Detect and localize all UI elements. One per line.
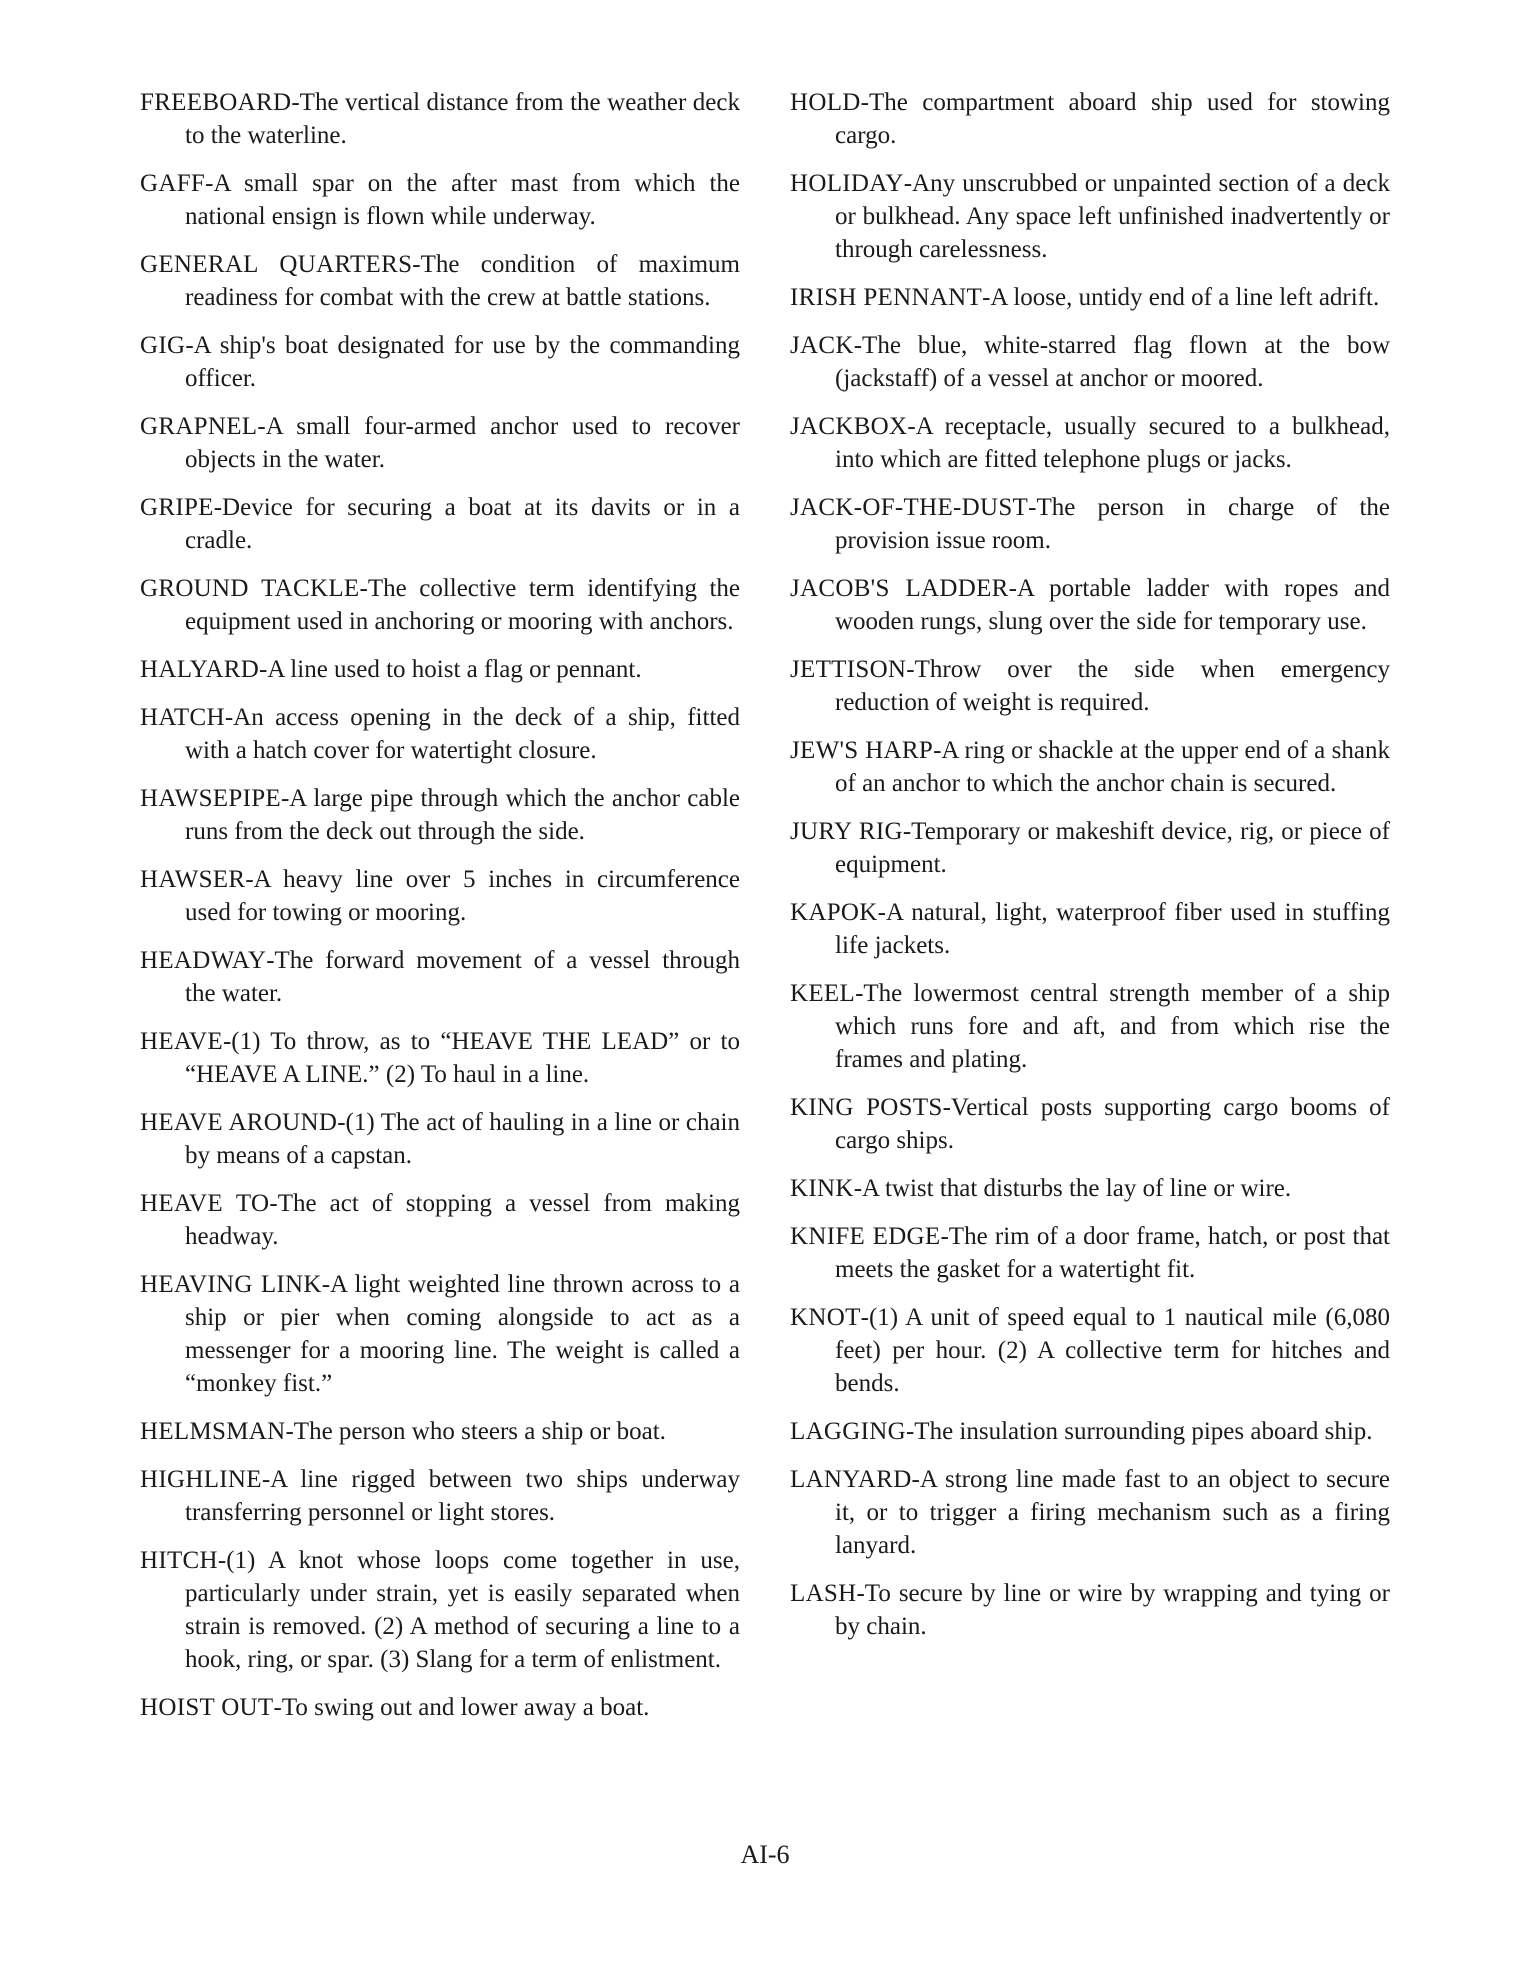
glossary-entry (140, 653, 740, 686)
glossary-entry (140, 1025, 740, 1091)
entry-term: HITCH (140, 1547, 218, 1574)
entry-term: HOLIDAY (790, 170, 904, 197)
glossary-entry (140, 572, 740, 638)
glossary-entry (140, 1544, 740, 1676)
entry-term: GENERAL QUARTERS (140, 251, 413, 278)
entry-definition: -A small four-armed anchor used to recover objects in the water. (185, 413, 740, 473)
glossary-entry (790, 329, 1390, 395)
entry-definition: -The collective term identifying the equipment used in anchoring or mooring with anchors. (185, 575, 740, 635)
entry-definition: -A twist that disturbs the lay of line or wire. (853, 1175, 1292, 1202)
glossary-entry (790, 167, 1390, 266)
glossary-entry (140, 1106, 740, 1172)
entry-term: HEAVING LINK (140, 1271, 322, 1298)
glossary-entry (790, 1172, 1390, 1205)
entry-definition: -An access opening in the deck of a ship, fitted with a hatch cover for watertight closure. (185, 704, 740, 764)
entry-term: HATCH (140, 704, 225, 731)
entry-term: HOLD (790, 89, 861, 116)
entry-definition: -A small spar on the after mast from which the national ensign is flown while underway. (185, 170, 740, 230)
entry-definition: -Vertical posts supporting cargo booms of cargo ships. (835, 1094, 1390, 1154)
glossary-entry (790, 653, 1390, 719)
entry-definition: -The rim of a door frame, hatch, or post that meets the gasket for a watertight fit. (835, 1223, 1390, 1283)
glossary-entry (140, 248, 740, 314)
entry-term: GROUND TACKLE (140, 575, 360, 602)
entry-definition: -(1) To throw, as to “HEAVE THE LEAD” or to “HEAVE A LINE.” (2) To haul in a line. (185, 1028, 740, 1088)
entry-term: HELMSMAN (140, 1418, 286, 1445)
glossary-entry (140, 1463, 740, 1529)
entry-term: IRISH PENNANT (790, 284, 983, 311)
entry-definition: -A large pipe through which the anchor cable runs from the deck out through the side. (185, 785, 740, 845)
entry-definition: -A ring or shackle at the upper end of a shank of an anchor to which the anchor chain is secured. (835, 737, 1390, 797)
entry-term: LAGGING (790, 1418, 906, 1445)
glossary-entry (140, 167, 740, 233)
glossary-entry (140, 1415, 740, 1448)
entry-term: KNIFE EDGE (790, 1223, 941, 1250)
entry-term: GRAPNEL (140, 413, 258, 440)
entry-term: GAFF (140, 170, 206, 197)
glossary-entry (790, 1091, 1390, 1157)
entry-definition: -Device for securing a boat at its davits or in a cradle. (185, 494, 740, 554)
glossary-entry (790, 734, 1390, 800)
entry-definition: -To secure by line or wire by wrapping and tying or by chain. (835, 1580, 1390, 1640)
entry-definition: -The condition of maximum readiness for combat with the crew at battle stations. (185, 251, 740, 311)
glossary-entry (790, 896, 1390, 962)
entry-definition: -A portable ladder with ropes and wooden rungs, slung over the side for temporary use. (835, 575, 1390, 635)
entry-definition: -A line used to hoist a flag or pennant. (259, 656, 642, 683)
entry-term: KNOT (790, 1304, 861, 1331)
glossary-entry (140, 329, 740, 395)
entry-definition: -The insulation surrounding pipes aboard ship. (905, 1418, 1373, 1445)
entry-term: HEAVE TO (140, 1190, 270, 1217)
glossary-entry (140, 701, 740, 767)
entry-term: HOIST OUT (140, 1694, 274, 1721)
glossary-entry (790, 1463, 1390, 1562)
entry-definition: -A heavy line over 5 inches in circumference used for towing or mooring. (185, 866, 740, 926)
entry-definition: -(1) The act of hauling in a line or chain by means of a capstan. (185, 1109, 740, 1169)
entry-term: HAWSEPIPE (140, 785, 281, 812)
entry-term: LASH (790, 1580, 857, 1607)
entry-term: JACKBOX (790, 413, 908, 440)
entry-definition: -A loose, untidy end of a line left adrift. (982, 284, 1380, 311)
glossary-entry (790, 1220, 1390, 1286)
glossary-entry (790, 491, 1390, 557)
entry-definition: -The act of stopping a vessel from making headway. (185, 1190, 740, 1250)
entry-term: JACK-OF-THE-DUST (790, 494, 1029, 521)
entry-definition: -The person who steers a ship or boat. (285, 1418, 666, 1445)
entry-definition: -The forward movement of a vessel through the water. (185, 947, 740, 1007)
entry-term: JETTISON (790, 656, 907, 683)
entry-term: JURY RIG (790, 818, 903, 845)
entry-term: KAPOK (790, 899, 878, 926)
entry-definition: -A light weighted line thrown across to a ship or pier when coming alongside to act as a messenger for a mooring line. The weight is called a “monkey fist.” (185, 1271, 740, 1397)
glossary-entry (140, 944, 740, 1010)
glossary-entry (790, 572, 1390, 638)
entry-definition: -To swing out and lower away a boat. (273, 1694, 650, 1721)
glossary-entry (140, 1187, 740, 1253)
entry-definition: -Throw over the side when emergency reduction of weight is required. (835, 656, 1390, 716)
entry-definition: -Temporary or makeshift device, rig, or piece of equipment. (835, 818, 1390, 878)
glossary-entry (140, 863, 740, 929)
entry-term: JACK (790, 332, 854, 359)
glossary-entry (140, 86, 740, 152)
glossary-entry (140, 1268, 740, 1400)
entry-term: HEADWAY (140, 947, 267, 974)
entry-definition: -Any unscrubbed or unpainted section of a deck or bulkhead. Any space left unfinished inadvertently or through carelessness. (835, 170, 1390, 263)
entry-term: JEW'S HARP (790, 737, 934, 764)
glossary-entry (140, 491, 740, 557)
entry-definition: -(1) A unit of speed equal to 1 nautical mile (6,080 feet) per hour. (2) A collective term for hitches and bends. (835, 1304, 1390, 1397)
entry-term: KEEL (790, 980, 856, 1007)
glossary-entry (790, 1577, 1390, 1643)
entry-definition: -The person in charge of the provision issue room. (835, 494, 1390, 554)
entry-term: FREEBOARD (140, 89, 292, 116)
entry-definition: -A strong line made fast to an object to secure it, or to trigger a firing mechanism such as a firing lanyard. (835, 1466, 1390, 1559)
glossary-entry (790, 86, 1390, 152)
glossary-entry (790, 977, 1390, 1076)
entry-term: KING POSTS (790, 1094, 943, 1121)
glossary-entry (790, 1415, 1390, 1448)
entry-term: LANYARD (790, 1466, 912, 1493)
entry-term: HIGHLINE (140, 1466, 262, 1493)
entry-definition: -A receptacle, usually secured to a bulkhead, into which are fitted telephone plugs or jacks. (835, 413, 1390, 473)
entry-term: KINK (790, 1175, 854, 1202)
glossary-entry (790, 281, 1390, 314)
entry-definition: -The compartment aboard ship used for stowing cargo. (835, 89, 1390, 149)
glossary-entry (140, 782, 740, 848)
page-number: AI-6 (740, 1840, 790, 1869)
glossary-entry (790, 815, 1390, 881)
entry-term: JACOB'S LADDER (790, 575, 1009, 602)
entry-term: HALYARD (140, 656, 260, 683)
entry-definition: -A line rigged between two ships underway transferring personnel or light stores. (185, 1466, 740, 1526)
glossary-entry (790, 1301, 1390, 1400)
left-column (140, 86, 740, 1739)
entry-definition: -(1) A knot whose loops come together in use, particularly under strain, yet is easily separated when strain is removed. (2) A method of securing a line to a hook, ring, or spar. (3) Slang for a term of enlistment. (185, 1547, 740, 1673)
entry-definition: -The lowermost central strength member of a ship which runs fore and aft, and from which rise the frames and plating. (835, 980, 1390, 1073)
glossary-entry (790, 410, 1390, 476)
entry-term: GRIPE (140, 494, 214, 521)
entry-term: GIG (140, 332, 186, 359)
entry-definition: -A natural, light, waterproof fiber used in stuffing life jackets. (835, 899, 1390, 959)
entry-term: HEAVE (140, 1028, 223, 1055)
glossary-entry (140, 1691, 740, 1724)
glossary-entry (140, 410, 740, 476)
entry-term: HEAVE AROUND (140, 1109, 338, 1136)
entry-definition: -The vertical distance from the weather deck to the waterline. (185, 89, 740, 149)
entry-term: HAWSER (140, 866, 246, 893)
right-column (790, 86, 1390, 1658)
entry-definition: -A ship's boat designated for use by the commanding officer. (185, 332, 740, 392)
entry-definition: -The blue, white-starred flag flown at the bow (jackstaff) of a vessel at anchor or moored. (835, 332, 1390, 392)
